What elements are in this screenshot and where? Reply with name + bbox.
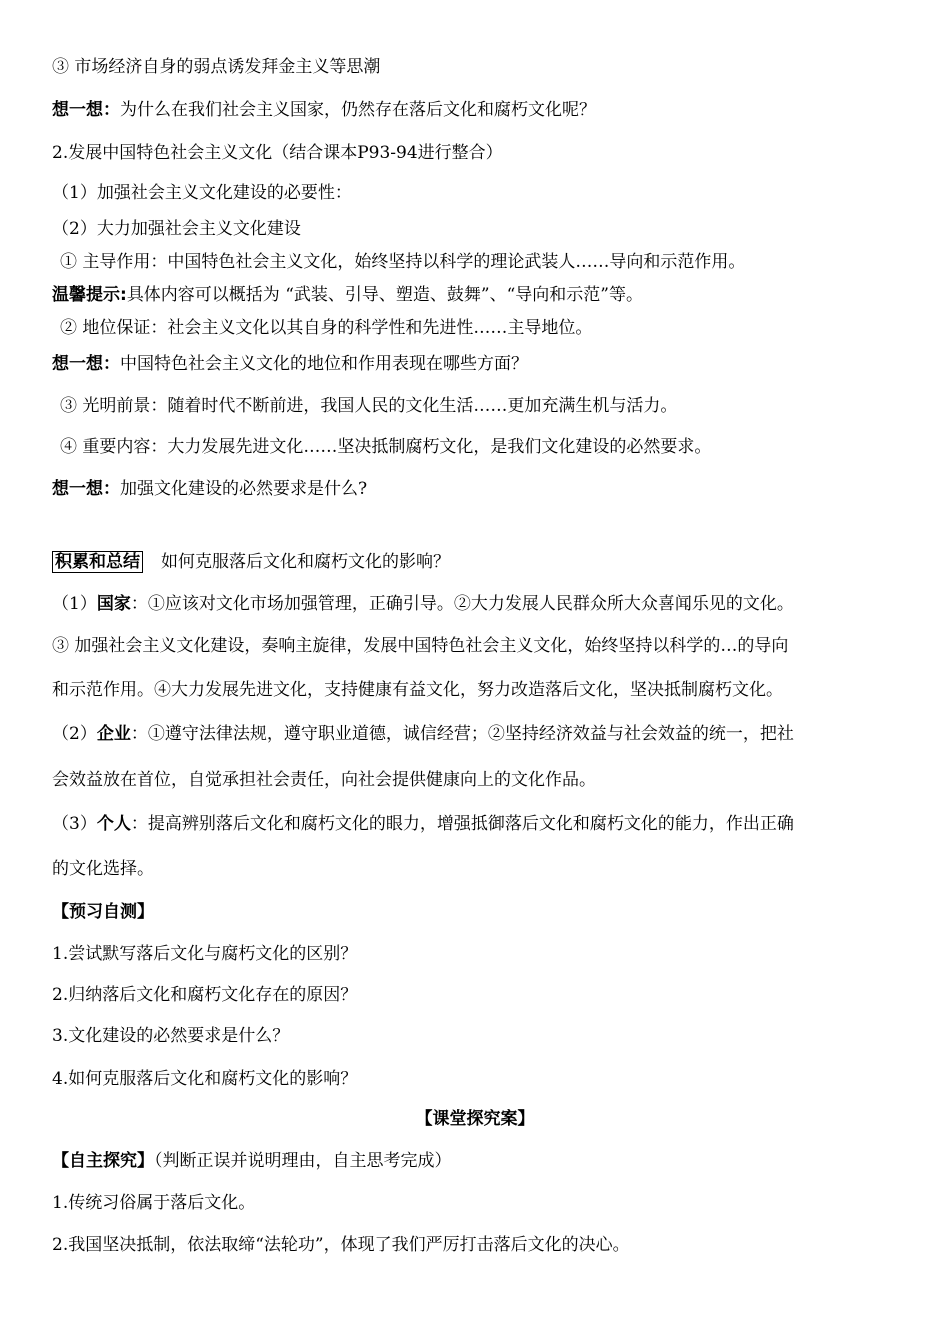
subsection-2: （2）大力加强社会主义文化建设: [52, 219, 301, 239]
think-line-2: [52, 353, 528, 375]
individual-measures: [52, 813, 794, 835]
item-prefix: （3）: [52, 814, 97, 834]
tip-text: 具体内容可以概括为 “武装、引导、塑造、鼓舞”、“导向和示范”等。: [126, 285, 643, 305]
summary-box-label: 积累和总结: [52, 551, 143, 573]
enterprise-text: ：①遵守法律法规，遵守职业道德，诚信经营；②坚持经济效益与社会效益的统一，把社: [130, 724, 794, 744]
think-line-1: [52, 99, 596, 121]
preview-question-4: 4.如何克服落后文化和腐朽文化的影响？: [52, 1069, 358, 1089]
country-measures: [52, 593, 794, 615]
country-measures-cont-2: 和示范作用。④大力发展先进文化，支持健康有益文化，努力改造落后文化，坚决抵制腐朽文化。: [52, 680, 783, 700]
country-label: 国家: [96, 594, 131, 614]
point-2: ② 地位保证：社会主义文化以其自身的科学性和先进性……主导地位。: [60, 318, 593, 338]
item-prefix: （2）: [52, 724, 97, 744]
think-text: 中国特色社会主义文化的地位和作用表现在哪些方面？: [120, 354, 528, 374]
enterprise-measures-cont: 会效益放在首位，自觉承担社会责任，向社会提供健康向上的文化作品。: [52, 770, 596, 790]
think-text: 加强文化建设的必然要求是什么?: [120, 479, 368, 499]
country-text: ：①应该对文化市场加强管理，正确引导。②大力发展人民群众所大众喜闻乐见的文化。: [130, 594, 794, 614]
summary-question: 如何克服落后文化和腐朽文化的影响？: [161, 552, 450, 572]
enterprise-measures: [52, 723, 794, 745]
section-heading-2: 2.发展中国特色社会主义文化（结合课本P93-94进行整合）: [52, 143, 503, 163]
individual-measures-cont: 的文化选择。: [52, 859, 154, 879]
point-4: ④ 重要内容：大力发展先进文化……坚决抵制腐朽文化，是我们文化建设的必然要求。: [60, 437, 712, 457]
statement-2: 2.我国坚决抵制，依法取缔“法轮功”，体现了我们严厉打击落后文化的决心。: [52, 1235, 630, 1255]
point-3: ③ 光明前景：随着时代不断前进，我国人民的文化生活……更加充满生机与活力。: [60, 396, 678, 416]
preview-question-2: 2.归纳落后文化和腐朽文化存在的原因？: [52, 985, 358, 1005]
tip-label: 温馨提示:: [52, 285, 127, 305]
summary-line: [52, 551, 450, 573]
think-text: 为什么在我们社会主义国家，仍然存在落后文化和腐朽文化呢？: [120, 100, 596, 120]
think-line-3: [52, 478, 367, 500]
line-market-weakness: ③ 市场经济自身的弱点诱发拜金主义等思潮: [52, 57, 381, 77]
think-label: 想一想：: [52, 479, 120, 499]
preview-question-3: 3.文化建设的必然要求是什么？: [52, 1026, 290, 1046]
self-inquiry-line: [52, 1150, 452, 1172]
tip-line: [52, 284, 643, 306]
item-prefix: （1）: [52, 594, 97, 614]
think-label: 想一想：: [52, 100, 120, 120]
enterprise-label: 企业: [96, 724, 131, 744]
subsection-1: （1）加强社会主义文化建设的必要性：: [52, 183, 352, 203]
preview-test-heading: 【预习自测】: [52, 902, 154, 922]
individual-label: 个人: [96, 814, 131, 834]
individual-text: ：提高辨别落后文化和腐朽文化的眼力，增强抵御落后文化和腐朽文化的能力，作出正确: [130, 814, 794, 834]
self-inquiry-heading: 【自主探究】: [52, 1151, 154, 1171]
point-1: ① 主导作用：中国特色社会主义文化，始终坚持以科学的理论武装人……导向和示范作用。: [60, 252, 746, 272]
self-inquiry-note: （判断正误并说明理由，自主思考完成）: [154, 1151, 452, 1171]
class-inquiry-heading: 【课堂探究案】: [415, 1109, 535, 1129]
statement-1: 1.传统习俗属于落后文化。: [52, 1193, 256, 1213]
country-measures-cont-1: ③ 加强社会主义文化建设，奏响主旋律，发展中国特色社会主义文化，始终坚持以科学的…的导向: [52, 636, 789, 656]
preview-question-1: 1.尝试默写落后文化与腐朽文化的区别？: [52, 944, 358, 964]
think-label: 想一想：: [52, 354, 120, 374]
